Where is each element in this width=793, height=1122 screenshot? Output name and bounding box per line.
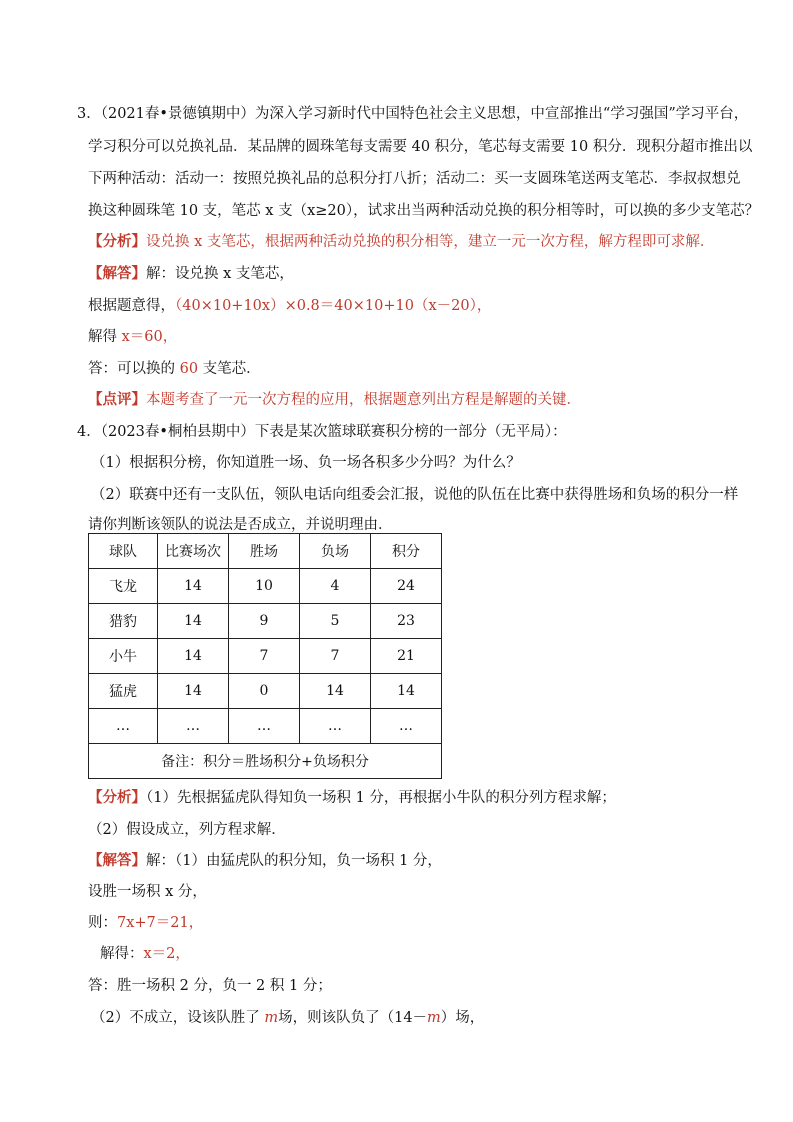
q4-answer-5: 答：胜一场积 2 分，负一 2 积 1 分； <box>88 978 332 994</box>
q4-line-1: 4．（2023春•桐柏县期中）下表是某次篮球联赛积分榜的一部分（无平局）： <box>77 424 567 440</box>
equation-prefix: 根据题意得， <box>88 298 175 314</box>
q4-answer-6 <box>91 1008 484 1028</box>
score-table <box>88 533 442 779</box>
analysis-text: 设兑换 x 支笔芯，根据两种活动兑换的积分相等，建立一元一次方程，解方程即可求解． <box>146 234 715 250</box>
header-cell: 积分 <box>371 534 442 569</box>
solve-prefix: 解得 <box>88 329 122 345</box>
q4-answer-4 <box>100 944 190 964</box>
q4-answer-1 <box>88 851 442 871</box>
table-cell: 21 <box>371 639 442 674</box>
table-cell: 猎豹 <box>89 604 158 639</box>
table-row <box>89 569 442 604</box>
table-cell: … <box>371 709 442 744</box>
table-cell: 7 <box>300 639 371 674</box>
table-cell: 14 <box>158 569 229 604</box>
q3-answer <box>88 264 294 284</box>
header-cell: 胜场 <box>229 534 300 569</box>
table-cell: 14 <box>158 674 229 709</box>
q4-sub-1: （1）根据积分榜，你知道胜一场、负一场各积多少分吗？为什么？ <box>91 455 521 471</box>
q4-analysis-2: （2）假设成立，列方程求解． <box>88 822 286 838</box>
table-cell: 4 <box>300 569 371 604</box>
header-cell: 比赛场次 <box>158 534 229 569</box>
answer-text: 解：（1）由猛虎队的积分知，负一场积 1 分， <box>146 853 442 869</box>
q3-line-4: 换这种圆珠笔 10 支，笔芯 x 支（x≥20），试求出当两种活动兑换的积分相等时，可以换的多少支笔芯？ <box>88 203 760 219</box>
table-cell: … <box>300 709 371 744</box>
conclusion-part-b: 支笔芯． <box>198 361 261 377</box>
table-cell: 猛虎 <box>89 674 158 709</box>
comment-tag: 【点评】 <box>88 391 146 408</box>
answer-tag: 【解答】 <box>88 852 146 869</box>
table-cell: 飞龙 <box>89 569 158 604</box>
answer-3-prefix: 则： <box>88 915 117 931</box>
table-row <box>89 709 442 744</box>
table-cell: 23 <box>371 604 442 639</box>
answer-6-part-a: （2）不成立，设该队胜了 <box>91 1010 265 1026</box>
table-cell: … <box>89 709 158 744</box>
answer-6-part-c: ）场， <box>440 1010 485 1026</box>
q4-answer-3 <box>88 913 203 933</box>
q3-equation <box>88 296 491 316</box>
table-row <box>89 674 442 709</box>
answer-6-var: m <box>264 1010 279 1026</box>
answer-6-part-b: 场，则该队负了（14－ <box>278 1010 428 1026</box>
table-cell: … <box>158 709 229 744</box>
table-header-row <box>89 534 442 569</box>
table-row <box>89 639 442 674</box>
table-cell: 24 <box>371 569 442 604</box>
q4-analysis-1 <box>88 788 616 808</box>
header-cell: 球队 <box>89 534 158 569</box>
q4-sub-2b: 请你判断该领队的说法是否成立，并说明理由． <box>88 517 393 533</box>
table-note-row <box>89 744 442 779</box>
table-row <box>89 604 442 639</box>
table-cell: … <box>229 709 300 744</box>
table-cell: 7 <box>229 639 300 674</box>
table-cell: 10 <box>229 569 300 604</box>
answer-4-result: x＝2， <box>143 946 190 962</box>
q3-line-2: 学习积分可以兑换礼品．某品牌的圆珠笔每支需要 40 积分，笔芯每支需要 10 积分．现积分超市推出以 <box>88 139 753 155</box>
analysis-tag: 【分析】 <box>88 789 146 806</box>
equation-text: （40×10+10x）×0.8＝40×10+10（x－20）， <box>175 298 492 314</box>
table-note: 备注：积分＝胜场积分+负场积分 <box>89 744 442 779</box>
q4-sub-2a: （2）联赛中还有一支队伍，领队电话向组委会汇报，说他的队伍在比赛中获得胜场和负场的积分一样 <box>91 487 739 503</box>
q4-answer-2: 设胜一场积 x 分， <box>88 884 207 900</box>
conclusion-number: 60 <box>179 361 199 377</box>
q3-solve <box>88 327 177 347</box>
analysis-text: （1）先根据猛虎队得知负一场积 1 分，再根据小牛队的积分列方程求解； <box>146 790 616 806</box>
solve-text: x＝60， <box>121 329 178 345</box>
table-cell: 0 <box>229 674 300 709</box>
header-cell: 负场 <box>300 534 371 569</box>
q3-conclusion <box>88 359 261 379</box>
answer-4-prefix: 解得： <box>100 946 144 962</box>
answer-text: 解：设兑换 x 支笔芯， <box>146 266 294 282</box>
analysis-tag: 【分析】 <box>88 233 146 250</box>
q3-analysis <box>88 232 714 252</box>
table-cell: 14 <box>300 674 371 709</box>
table-cell: 14 <box>158 639 229 674</box>
table-cell: 小牛 <box>89 639 158 674</box>
answer-tag: 【解答】 <box>88 265 146 282</box>
table-cell: 9 <box>229 604 300 639</box>
conclusion-part-a: 答：可以换的 <box>88 361 180 377</box>
answer-3-equation: 7x+7＝21， <box>117 915 204 931</box>
table-cell: 5 <box>300 604 371 639</box>
table-cell: 14 <box>371 674 442 709</box>
comment-text: 本题考查了一元一次方程的应用，根据题意列出方程是解题的关键． <box>146 392 581 408</box>
answer-6-var-2: m <box>427 1010 441 1026</box>
q3-line-3: 下两种活动：活动一：按照兑换礼品的总积分打八折；活动二：买一支圆珠笔送两支笔芯．李叔叔想兑 <box>88 171 741 187</box>
q3-comment <box>88 390 581 410</box>
table-cell: 14 <box>158 604 229 639</box>
q3-line-1: 3．（2021春•景德镇期中）为深入学习新时代中国特色社会主义思想，中宣部推出“学习强国”学习平台， <box>77 106 749 122</box>
